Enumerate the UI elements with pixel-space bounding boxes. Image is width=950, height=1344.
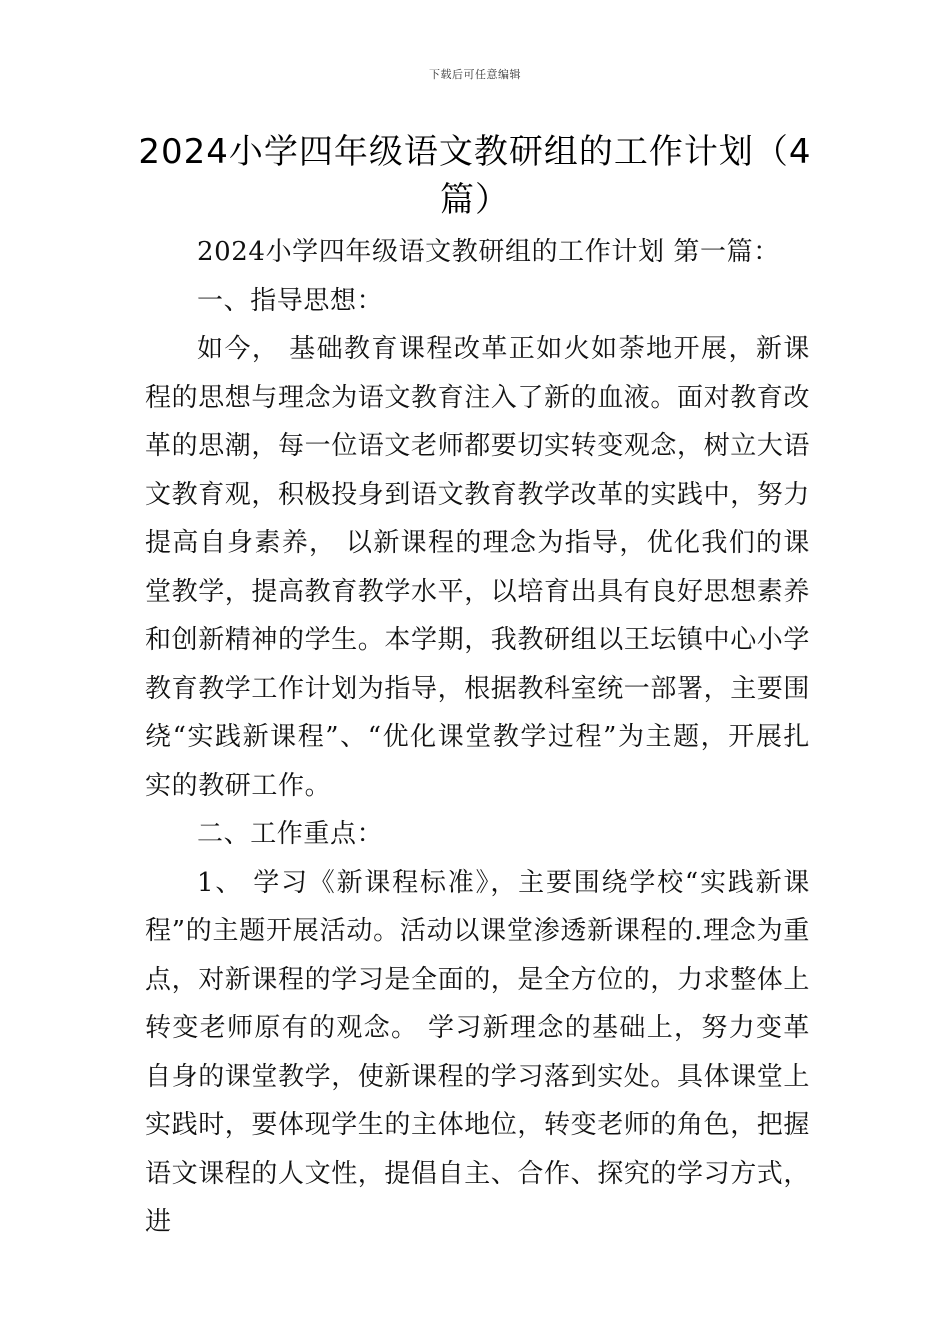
document-body [145, 228, 810, 1247]
section-heading-guiding-ideas: 一、指导思想： [197, 285, 384, 316]
document-title: 2024小学四年级语文教研组的工作计划（4篇） [138, 132, 812, 220]
paragraph-guiding-ideas: 如今， 基础教育课程改革正如火如荼地开展，新课程的思想与理念为语文教育注入了新的血液。面对教育改革的思潮，每一位语文老师都要切实转变观念，树立大语文教育观，积极投身到语文教育教学改革的实践中，努力提高自身素养， 以新课程的理念为指导，优化我们的课堂教学，提高教育教学水平，以培育出具有良好思想素养和创新精神的学生。本学期，我教研组以王坛镇中心小学教育教学工作计划为指导，根据教科室统一部署，主要围绕“实践新课程”、“优化课堂教学过程”为主题，开展扎实的教研工作。 [145, 334, 811, 801]
section-heading-work-focus: 二、工作重点： [197, 819, 384, 849]
section-subtitle: 2024小学四年级语文教研组的工作计划 第一篇： [197, 237, 780, 267]
paragraph-work-focus-1: 1、 学习《新课程标准》，主要围绕学校“实践新课程”的主题开展活动。活动以课堂渗透新课程的.理念为重点，对新课程的学习是全面的，是全方位的，力求整体上转变老师原有的观念。 学习新理念的基础上，努力变革自身的课堂教学，使新课程的学习落到实处。具体课堂上实践时，要体现学生的主体地位，转变老师的角色，把握语文课程的人文性，提倡自主、合作、探究的学习方式，进 [145, 867, 811, 1237]
header-note: 下载后可任意编辑 [429, 68, 521, 81]
